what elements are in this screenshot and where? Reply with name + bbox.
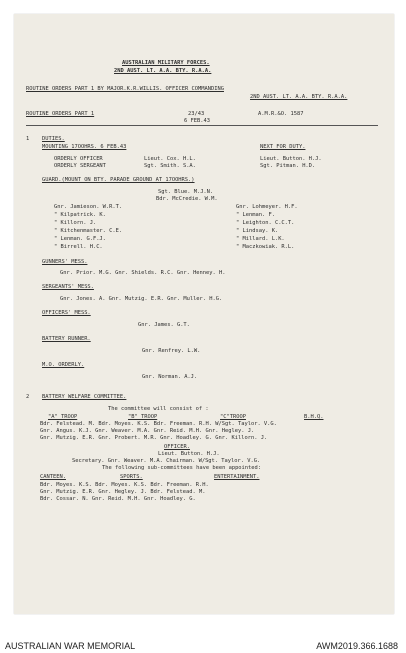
- welfare-title: BATTERY WELFARE COMMITTEE.: [42, 394, 127, 400]
- welfare-officer: Lieut. Button. H.J.: [158, 451, 220, 457]
- duties-title: DUTIES.: [42, 136, 65, 142]
- mo-orderly: Gnr. Norman. A.J.: [142, 374, 198, 380]
- sub-row: Gnr. Mutzig. E.R. Gnr. Hegley. J. Bdr. Felstead. M.: [40, 489, 206, 495]
- header-line2: 2ND AUST. LT. A.A. BTY. R.A.A.: [114, 68, 212, 74]
- document-page: [14, 14, 394, 614]
- guard-right-member: " Millard. L.K.: [236, 236, 285, 242]
- welfare-number: 2: [26, 394, 30, 400]
- guard-left-member: " Killorn. J.: [54, 220, 97, 226]
- officers-mess-title: OFFICERS' MESS.: [42, 310, 91, 316]
- guard-left-member: " Lenman. G.F.J.: [54, 236, 106, 242]
- officers-mess: Gnr. James. G.T.: [138, 322, 190, 328]
- welfare-col-c: "C"TROOP: [220, 414, 246, 420]
- guard-right-member: Gnr. Lohmeyer. H.F.: [236, 204, 298, 210]
- mo-orderly-title: M.O. ORDERLY.: [42, 362, 85, 368]
- orderly-sergeant: Sgt. Smith. S.A.: [144, 163, 196, 169]
- footer-credit: AUSTRALIAN WAR MEMORIAL: [5, 641, 136, 651]
- orderly-sergeant-next: Sgt. Pitman. H.D.: [260, 163, 316, 169]
- ro-date: 6 FEB.43: [184, 118, 210, 124]
- welfare-intro: The committee will consist of :: [108, 406, 209, 412]
- battery-runner-title: BATTERY RUNNER.: [42, 336, 91, 342]
- welfare-col-a: "A" TROOP: [48, 414, 78, 420]
- gunners-mess-title: GUNNERS' MESS.: [42, 259, 88, 265]
- welfare-officer-label: OFFICER.: [164, 444, 190, 450]
- welfare-col-b: "B" TROOP: [128, 414, 158, 420]
- welfare-subcommittees: The following sub-committees have been appointed:: [102, 465, 262, 471]
- guard-sgt: Sgt. Blue. M.J.N.: [158, 189, 214, 195]
- guard-right-member: " Lenman. F.: [236, 212, 275, 218]
- welfare-col-bhq: B.H.Q.: [304, 414, 324, 420]
- sub-row: Bdr. Moyes. K.S. Bdr. Moyes. K.S. Bdr. Freeman. R.H.: [40, 482, 209, 488]
- welfare-secretary-chairman: Secretary. Gnr. Weaver. M.A. Chairman. W/Sgt. Taylor. V.G.: [72, 458, 261, 464]
- welfare-row: Bdr. Felstead. M. Bdr. Moyes. K.S. Bdr. Freeman. R.H. W/Sgt. Taylor. V.G.: [40, 421, 277, 427]
- guard-left-member: " Birrell. H.C.: [54, 244, 103, 250]
- sub-col-entertainment: ENTERTAINMENT.: [214, 474, 260, 480]
- guard-left-member: Gnr. Jamieson. W.R.T.: [54, 204, 123, 210]
- orderly-officer-label: ORDERLY OFFICER: [54, 156, 103, 162]
- guard-left-member: " Kitchenmaster. C.E.: [54, 228, 123, 234]
- guard-right-member: " Leighton. C.C.T.: [236, 220, 295, 226]
- header-rule: [26, 125, 378, 126]
- orderly-officer-next: Lieut. Button. H.J.: [260, 156, 322, 162]
- duties-mounting: MOUNTING 17OOHRS. 6 FEB.43: [42, 144, 127, 150]
- welfare-row: Gnr. Mutzig. E.R. Gnr. Probert. M.R. Gnr. Hoadley. G. Gnr. Killorn. J.: [40, 435, 268, 441]
- sub-col-sports: SPORTS.: [120, 474, 143, 480]
- sergeants-mess: Gnr. Jones. A. Gnr. Mutzig. E.R. Gnr. Muller. H.G.: [60, 296, 223, 302]
- battery-runner: Gnr. Renfrey. L.W.: [142, 348, 201, 354]
- ro-number: 23/43: [188, 111, 205, 117]
- duties-number: 1: [26, 136, 30, 142]
- gunners-mess: Gnr. Prior. M.G. Gnr. Shields. R.C. Gnr. Henney. H.: [60, 270, 226, 276]
- header-line1: AUSTRALIAN MILITARY FORCES.: [122, 60, 210, 66]
- orderly-officer: Lieut. Cox. H.L.: [144, 156, 196, 162]
- welfare-row: Gnr. Angus. K.J. Gnr. Weaver. M.A. Gnr. Reid. M.H. Gnr. Hegley. J.: [40, 428, 255, 434]
- sub-col-canteen: CANTEEN.: [40, 474, 66, 480]
- sergeants-mess-title: SERGEANTS' MESS.: [42, 284, 94, 290]
- sub-row: Bdr. Cossar. N. Gnr. Reid. M.H. Gnr. Hoadley. G.: [40, 496, 196, 502]
- guard-title: GUARD.(MOUNT ON BTY. PARADE GROUND AT 17OOHRS.): [42, 177, 195, 183]
- footer-accession: AWM2019.366.1688: [316, 641, 398, 651]
- orders-line: ROUTINE ORDERS PART 1 BY MAJOR.K.R.WILLIS. OFFICER COMMANDING: [26, 86, 224, 92]
- footer-bar: [0, 638, 406, 653]
- guard-bdr: Bdr. McCredie. W.M.: [156, 196, 218, 202]
- guard-right-member: " Maczkowiak. R.L.: [236, 244, 295, 250]
- duties-next: NEXT FOR DUTY.: [260, 144, 306, 150]
- ro-label: ROUTINE ORDERS PART 1: [26, 111, 95, 117]
- guard-right-member: " Lindsay. K.: [236, 228, 279, 234]
- guard-left-member: " Kilpatrick. K.: [54, 212, 106, 218]
- amro-ref: A.M.R.&O. 1587: [258, 111, 304, 117]
- orders-unit: 2ND AUST. LT. A.A. BTY. R.A.A.: [250, 94, 348, 100]
- orderly-sergeant-label: ORDERLY SERGEANT: [54, 163, 106, 169]
